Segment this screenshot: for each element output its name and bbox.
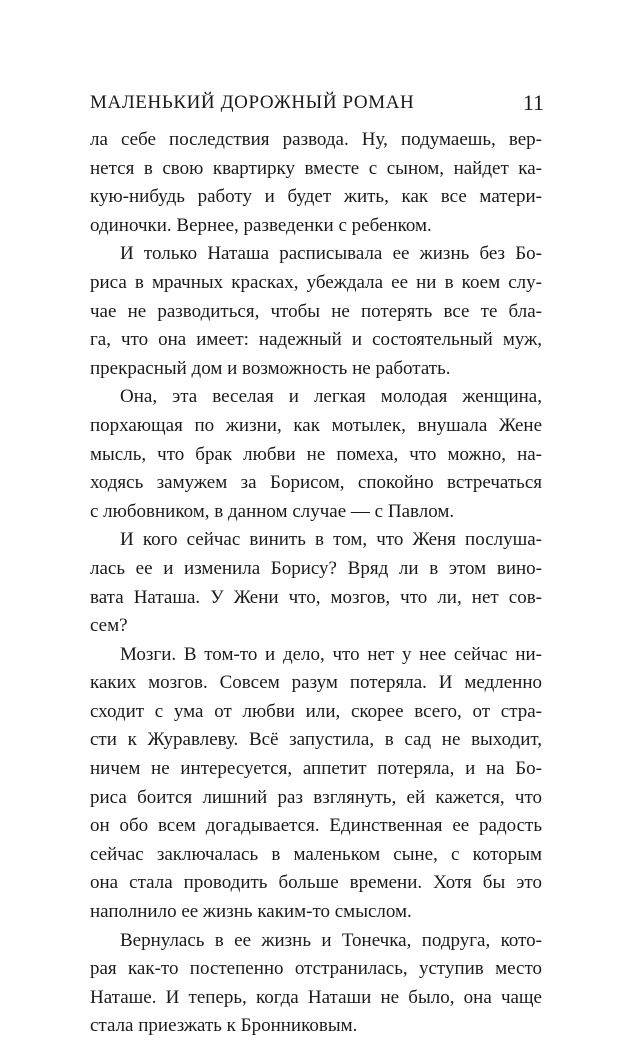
page-number: 11 xyxy=(522,90,544,115)
text-line: риса в мрачных красках, убеждала ее ни в коем слу- xyxy=(90,271,542,293)
text-line: кую-нибудь работу и будет жить, как все матери- xyxy=(90,186,542,208)
text-line: чае не разводиться, чтобы не потерять все те бла- xyxy=(90,300,542,322)
running-title: МАЛЕНЬКИЙ ДОРОЖНЫЙ РОМАН xyxy=(90,92,415,113)
text-line: стала приезжать к Бронниковым. xyxy=(90,1015,358,1037)
text-line: мысль, что брак любви не помеха, что можно, на- xyxy=(90,443,542,465)
text-line: И кого сейчас винить в том, что Женя послуша- xyxy=(120,529,542,551)
text-line: сейчас заключалась в маленьком сыне, с которым xyxy=(90,843,542,865)
text-line: га, что она имеет: надежный и состоятельный муж, xyxy=(90,329,542,351)
text-line: прекрасный дом и возможность не работать. xyxy=(90,357,451,379)
text-line: сходит с ума от любви или, скорее всего, от стра- xyxy=(90,700,542,722)
text-line: рая как-то постепенно отстранилась, уступив место xyxy=(90,958,542,980)
text-line: ничем не интересуется, аппетит потеряла, и на Бо- xyxy=(90,758,542,780)
text-line: каких мозгов. Совсем разум потеряла. И медленно xyxy=(90,672,542,694)
text-line: он обо всем догадывается. Единственная ее радость xyxy=(90,815,542,837)
text-line: Вернулась в ее жизнь и Тонечка, подруга, кото- xyxy=(120,929,542,951)
text-line: лась ее и изменила Борису? Вряд ли в этом вино- xyxy=(90,557,542,579)
text-line: сем? xyxy=(90,615,128,637)
text-line: нется в свою квартирку вместе с сыном, найдет ка- xyxy=(90,157,542,179)
text-line: она стала проводить больше времени. Хотя бы это xyxy=(90,872,542,894)
text-line: сти к Журавлеву. Всё запустила, в сад не выходит, xyxy=(90,729,542,751)
text-line: ла себе последствия развода. Ну, подумаешь, вер- xyxy=(90,129,542,150)
body-text xyxy=(90,126,542,1041)
text-line: Она, эта веселая и легкая молодая женщина, xyxy=(120,386,542,408)
text-line: наполнило ее жизнь каким-то смыслом. xyxy=(90,901,412,923)
text-line: Наташе. И теперь, когда Наташи не было, она чаще xyxy=(90,986,542,1008)
text-line: одиночки. Вернее, разведенки с ребенком. xyxy=(90,214,432,236)
text-line: ходясь замужем за Борисом, спокойно встречаться xyxy=(90,472,542,494)
text-line: вата Наташа. У Жени что, мозгов, что ли, нет сов- xyxy=(90,586,542,608)
text-line: порхающая по жизни, как мотылек, внушала Жене xyxy=(90,414,542,436)
text-line: с любовником, в данном случае — с Павлом. xyxy=(90,500,455,522)
text-line: риса боится лишний раз взглянуть, ей кажется, что xyxy=(90,786,542,808)
text-line: Мозги. В том-то и дело, что нет у нее сейчас ни- xyxy=(120,643,542,665)
text-line: И только Наташа расписывала ее жизнь без Бо- xyxy=(120,243,542,265)
